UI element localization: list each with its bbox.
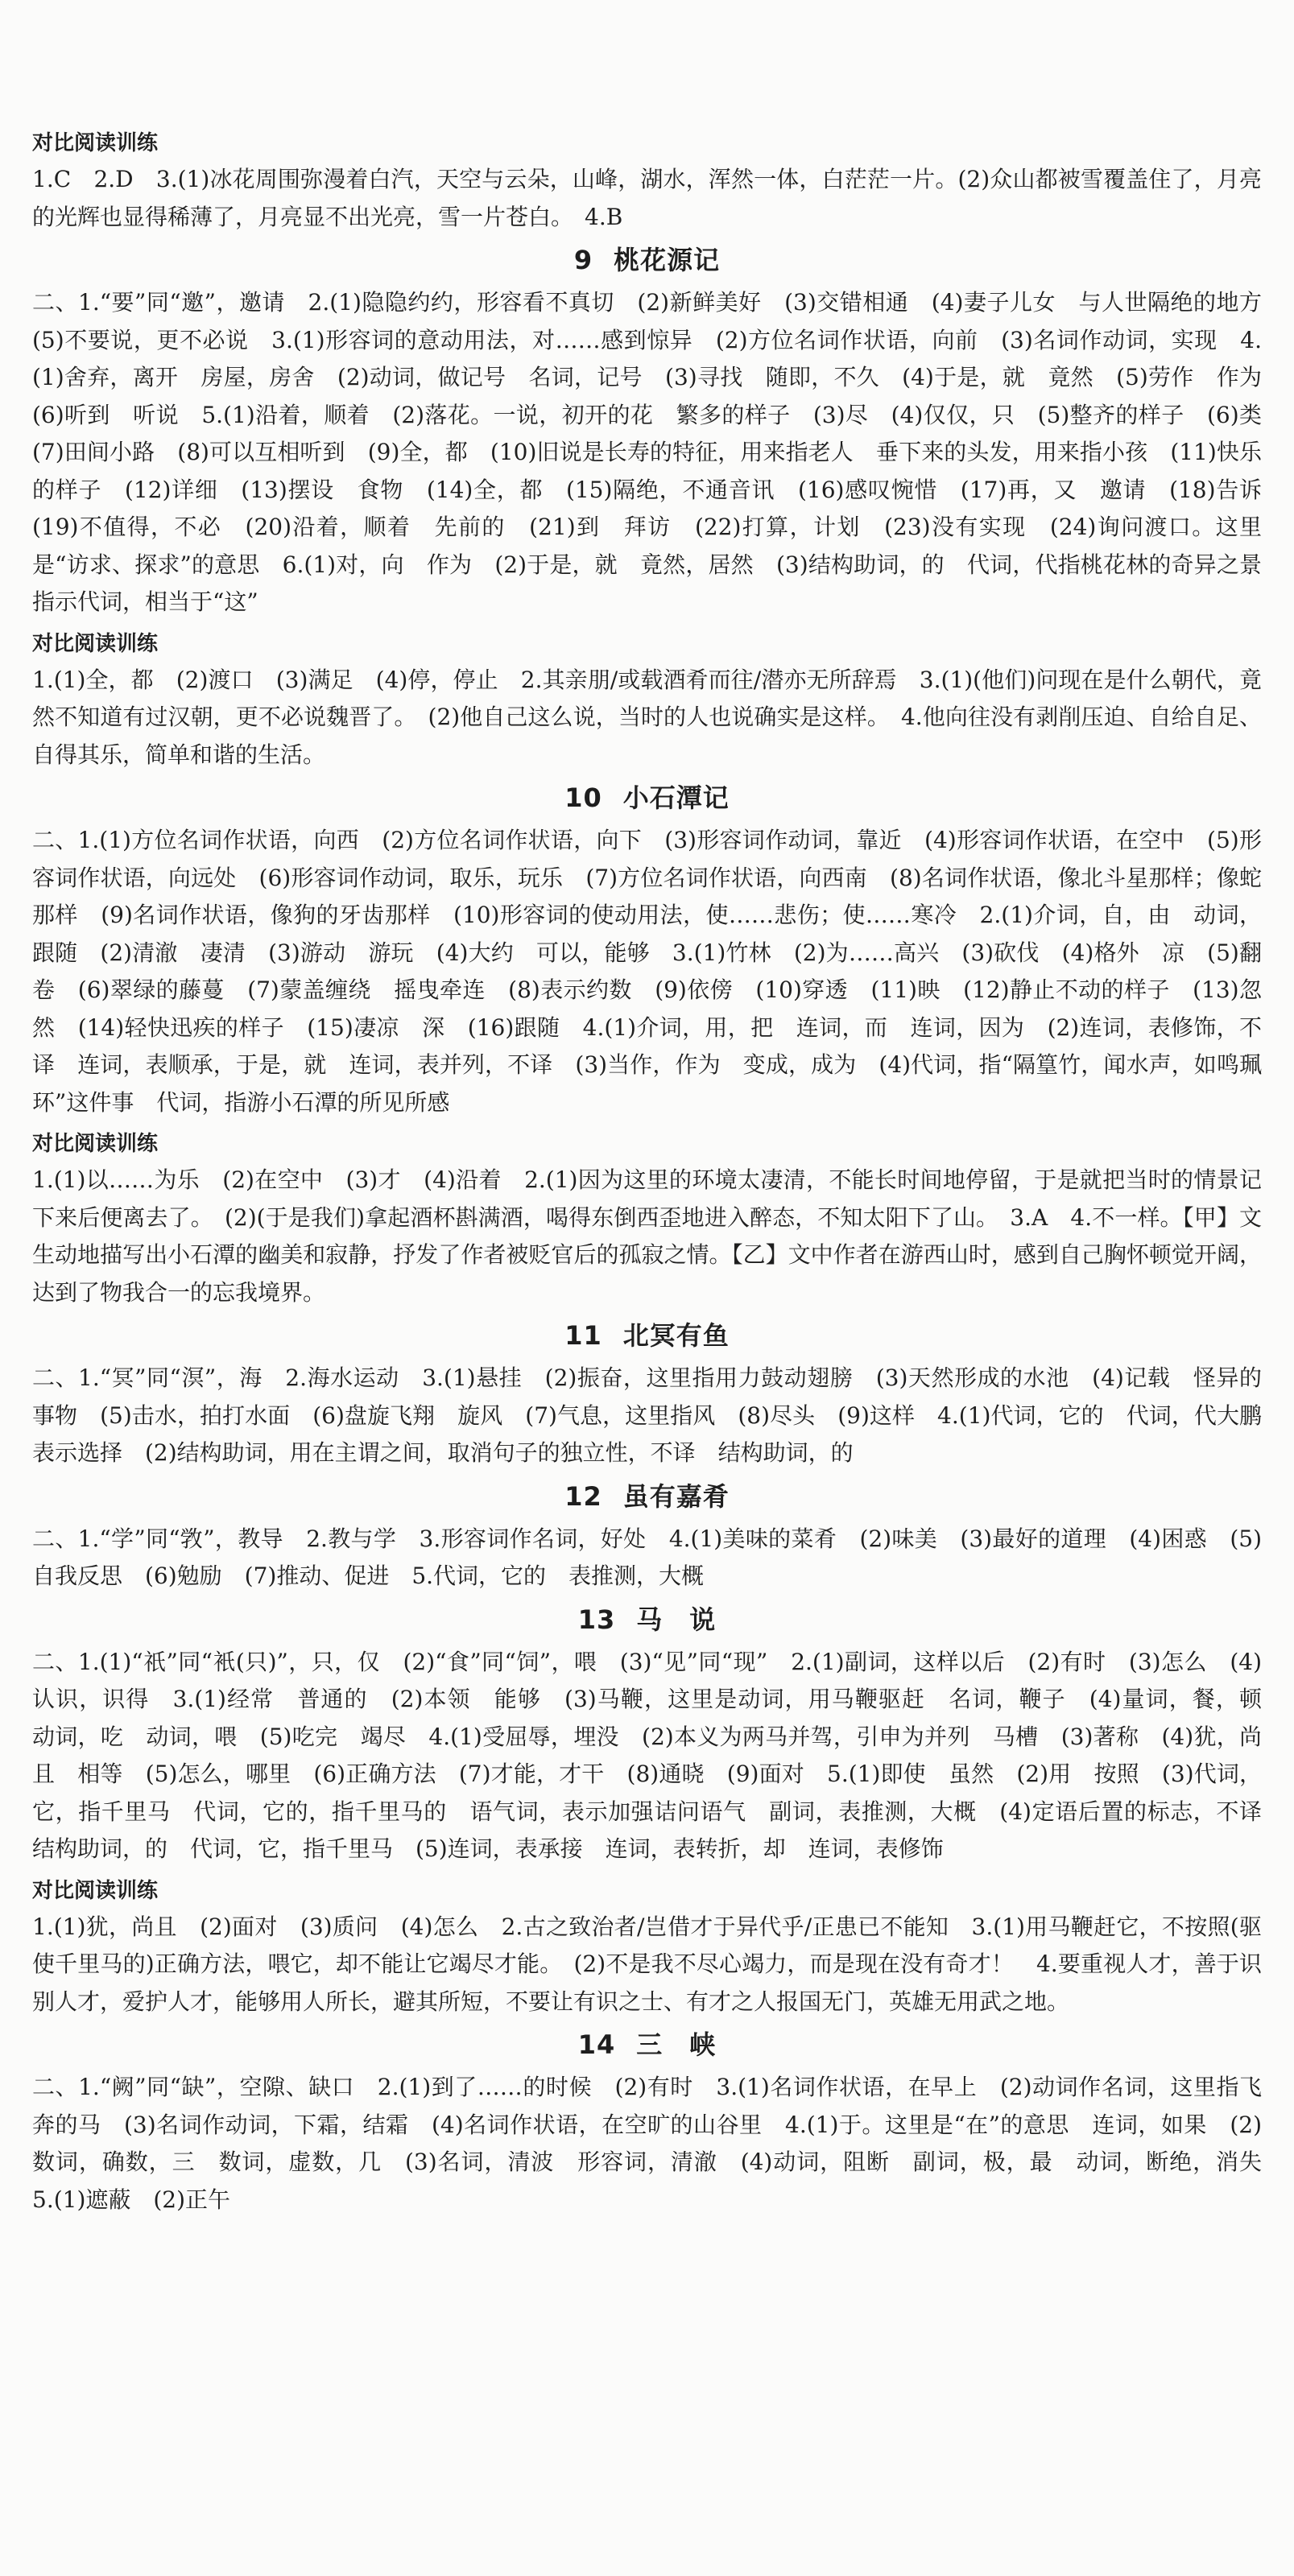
answer-paragraph: 1.(1)以……为乐 (2)在空中 (3)才 (4)沿着 2.(1)因为这里的环境太凄清，不能长时间地停留，于是就把当时的情景记下来后便离去了。 (2)(于是我们)拿起酒杯斟满酒，喝得东倒西歪地进入醉态，不知太阳下了山。 3.A 4.不一样。【甲】文生动地描写出小石潭的幽美和寂静，抒发了作者被贬官后的孤寂之情。【乙】文中作者在游西山时，感到自己胸怀顿觉开阔，达到了物我合一的忘我境界。 [32, 1166, 1262, 1306]
answer-paragraph: 二、1.(1)方位名词作状语，向西 (2)方位名词作状语，向下 (3)形容词作动词，靠近 (4)形容词作状语，在空中 (5)形容词作状语，向远处 (6)形容词作动词，取乐，玩乐 (7)方位名词作状语，向西南 (8)名词作状语，像北斗星那样；像蛇那样 (9)名词作状语，像狗的牙齿那样 (10)形容词的使动用法，使……悲伤；使……寒冷 2.(1)介词，自，由 动词，跟随 (2)清澈 凄清 (3)游动 游玩 (4)大约 可以，能够 3.(1)竹林 (2)为……高兴 (3)砍伐 (4)格外 凉 (5)翻卷 (6)翠绿的藤蔓 (7)蒙盖缠绕 摇曳牵连 (8)表示约数 (9)依傍 (10)穿透 (11)映 (12)静止不动的样子 (13)忽然 (14)轻快迅疾的样子 (15)凄凉 深 (16)跟随 4.(1)介词，用，把 连词，而 连词，因为 (2)连词，表修饰，不译 连词，表顺承，于是，就 连词，表并列，不译 (3)当作，作为 变成，成为 (4)代词，指“隔篁竹，闻水声，如鸣珮环”这件事 代词，指游小石潭的所见所感 [32, 827, 1262, 1116]
lesson-number: 9 [573, 245, 593, 275]
lesson-title: 三 峡 [636, 2029, 717, 2060]
lesson-heading [32, 774, 1262, 822]
lesson-number: 14 [577, 2029, 616, 2060]
lesson-title: 马 说 [636, 1604, 717, 1635]
answer-paragraph: 二、1.(1)“祇”同“衹(只)”，只，仅 (2)“食”同“饲”，喂 (3)“见”同“现” 2.(1)副词，这样以后 (2)有时 (3)怎么 (4)认识，识得 3.(1)经常 普通的 (2)本领 能够 (3)马鞭，这里是动词，用马鞭驱赶 名词，鞭子 (4)量词，餐，顿 动词，吃 动词，喂 (5)吃完 竭尽 4.(1)受屈辱，埋没 (2)本义为两马并驾，引申为并列 马槽 (3)著称 (4)犹，尚且 相等 (5)怎么，哪里 (6)正确方法 (7)才能，才干 (8)通晓 (9)面对 5.(1)即使 虽然 (2)用 按照 (3)代词，它，指千里马 代词，它的，指千里马的 语气词，表示加强诘问语气 副词，表推测，大概 (4)定语后置的标志，不译 结构助词，的 代词，它，指千里马 (5)连词，表承接 连词，表转折，却 连词，表修饰 [32, 1648, 1285, 1862]
lesson-number: 13 [577, 1604, 616, 1635]
lesson-title: 小石潭记 [622, 782, 730, 813]
lesson-number: 12 [564, 1480, 602, 1512]
answer-paragraph: 二、1.“阙”同“缺”，空隙、缺口 2.(1)到了……的时候 (2)有时 3.(1)名词作状语，在早上 (2)动词作名词，这里指飞奔的马 (3)名词作动词，下霜，结霜 (4)名词作状语，在空旷的山谷里 4.(1)于。这里是“在”的意思 连词，如果 (2)数词，确数，三 数词，虚数，几 (3)名词，清波 形容词，清澈 (4)动词，阻断 副词，极，最 动词，断绝，消失 5.(1)遮蔽 (2)正午 [32, 2074, 1285, 2213]
section-subheading: 对比阅读训练 [32, 1878, 159, 1903]
section-subheading: 对比阅读训练 [32, 1132, 159, 1156]
lesson-title: 北冥有鱼 [622, 1320, 730, 1351]
lesson-number: 11 [564, 1320, 602, 1351]
page-content [32, 126, 1285, 2219]
lesson-title: 桃花源记 [614, 245, 721, 275]
section-subheading: 对比阅读训练 [32, 131, 159, 155]
section-subheading: 对比阅读训练 [32, 631, 159, 656]
lesson-heading [32, 236, 1262, 284]
answer-paragraph: 二、1.“学”同“敩”，教导 2.教与学 3.形容词作名词，好处 4.(1)美味的菜肴 (2)味美 (3)最好的道理 (4)困惑 (5)自我反思 (6)勉励 (7)推动、促进 5.代词，它的 表推测，大概 [32, 1525, 1262, 1589]
answer-paragraph: 1.(1)全，都 (2)渡口 (3)满足 (4)停，停止 2.其亲朋/或载酒肴而往/潜亦无所辞焉 3.(1)(他们)问现在是什么朝代，竟然不知道有过汉朝，更不必说魏晋了。 (2)他自己这么说，当时的人也说确实是这样。 4.他向往没有剥削压迫、自给自足、自得其乐，简单和谐的生活。 [32, 666, 1262, 768]
answer-paragraph: 1.C 2.D 3.(1)冰花周围弥漫着白汽，天空与云朵，山峰，湖水，浑然一体，白茫茫一片。(2)众山都被雪覆盖住了，月亮的光辉也显得稀薄了，月亮显不出光亮，雪一片苍白。 4.B [32, 166, 1262, 230]
answer-paragraph: 二、1.“冥”同“溟”，海 2.海水运动 3.(1)悬挂 (2)振奋，这里指用力鼓动翅膀 (3)天然形成的水池 (4)记载 怪异的事物 (5)击水，拍打水面 (6)盘旋飞翔 旋风 (7)气息，这里指风 (8)尽头 (9)这样 4.(1)代词，它的 代词，代大鹏 表示选择 (2)结构助词，用在主谓之间，取消句子的独立性，不译 结构助词，的 [32, 1364, 1285, 1466]
lesson-heading [32, 1596, 1262, 1644]
lesson-title: 虽有嘉肴 [622, 1480, 730, 1512]
lesson-heading [32, 1311, 1262, 1360]
lesson-heading [32, 2021, 1262, 2069]
lesson-number: 10 [564, 782, 602, 813]
lesson-heading [32, 1472, 1262, 1521]
answer-paragraph: 1.(1)犹，尚且 (2)面对 (3)质问 (4)怎么 2.古之致治者/岂借才于异代乎/正患已不能知 3.(1)用马鞭赶它，不按照(驱使千里马的)正确方法，喂它，却不能让它竭尽才能。 (2)不是我不尽心竭力，而是现在没有奇才！ 4.要重视人才，善于识别人才，爱护人才，能够用人所长，避其所短，不要让有识之士、有才之人报国无门，英雄无用武之地。 [32, 1913, 1262, 2015]
answer-paragraph: 二、1.“要”同“邀”，邀请 2.(1)隐隐约约，形容看不真切 (2)新鲜美好 (3)交错相通 (4)妻子儿女 与人世隔绝的地方 (5)不要说，更不必说 3.(1)形容词的意动用法，对……感到惊异 (2)方位名词作状语，向前 (3)名词作动词，实现 4.(1)舍弃，离开 房屋，房舍 (2)动词，做记号 名词，记号 (3)寻找 随即，不久 (4)于是，就 竟然 (5)劳作 作为 (6)听到 听说 5.(1)沿着，顺着 (2)落花。一说，初开的花 繁多的样子 (3)尽 (4)仅仅，只 (5)整齐的样子 (6)类 (7)田间小路 (8)可以互相听到 (9)全，都 (10)旧说是长寿的特征，用来指老人 垂下来的头发，用来指小孩 (11)快乐的样子 (12)详细 (13)摆设 食物 (14)全，都 (15)隔绝，不通音讯 (16)感叹惋惜 (17)再，又 邀请 (18)告诉 (19)不值得，不必 (20)沿着，顺着 先前的 (21)到 拜访 (22)打算，计划 (23)没有实现 (24)询问渡口。这里是“访求、探求”的意思 6.(1)对，向 作为 (2)于是，就 竟然，居然 (3)结构助词，的 代词，代指桃花林的奇异之景 指示代词，相当于“这” [32, 289, 1285, 615]
